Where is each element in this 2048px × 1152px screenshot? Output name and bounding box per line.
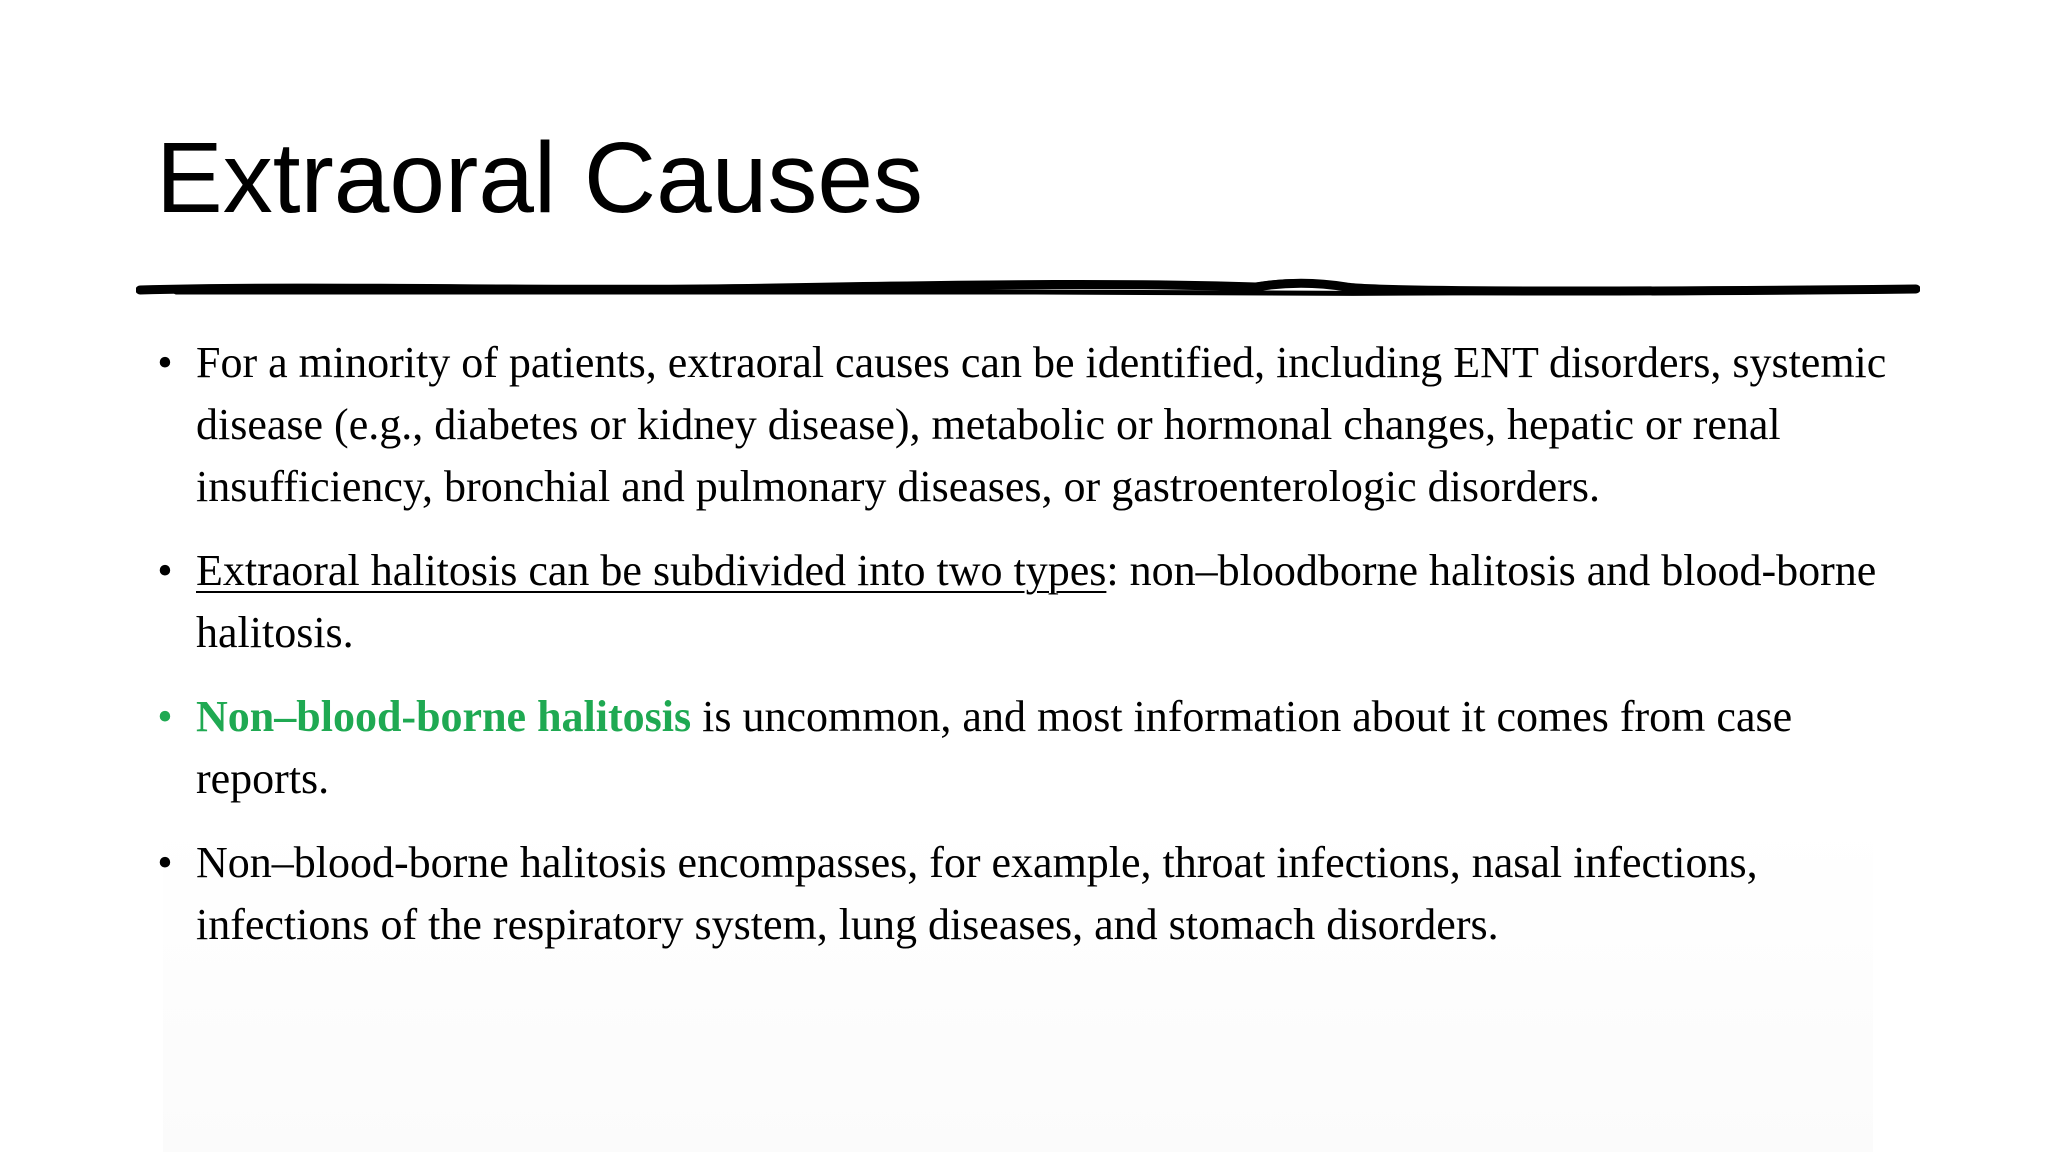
bullet-marker: • (157, 338, 173, 387)
bullet-item (150, 332, 1920, 518)
highlighted-term: Non–blood-borne halitosis (196, 692, 692, 741)
bullet-item (150, 686, 1920, 810)
bullet-list (150, 332, 1920, 978)
bullet-marker: • (157, 692, 173, 741)
slide-title: Extraoral Causes (156, 122, 923, 234)
bullet-marker: • (157, 546, 173, 595)
bullet-text (196, 686, 1920, 810)
underlined-phrase: Extraoral halitosis can be subdivided into two types (196, 546, 1107, 595)
bullet-text: For a minority of patients, extraoral causes can be identified, including ENT disorders, systemic disease (e.g., diabetes or kidney disease), metabolic or hormonal changes, hepatic or renal insufficiency, bronchial and pulmonary diseases, or gastroenterologic disorders. (196, 338, 1887, 511)
bullet-item (150, 832, 1920, 956)
bullet-item (150, 540, 1920, 664)
bullet-marker: • (157, 838, 173, 887)
title-underline-stroke (136, 272, 1920, 310)
bullet-text: Non–blood-borne halitosis encompasses, for example, throat infections, nasal infections, infections of the respiratory system, lung diseases, and stomach disorders. (196, 838, 1758, 949)
bullet-rest-text: is uncommon, and most information about it comes from case reports. (196, 692, 1793, 803)
bullet-rest-text: : non–bloodborne halitosis and blood-borne halitosis. (196, 546, 1877, 657)
bullet-text (196, 540, 1920, 664)
